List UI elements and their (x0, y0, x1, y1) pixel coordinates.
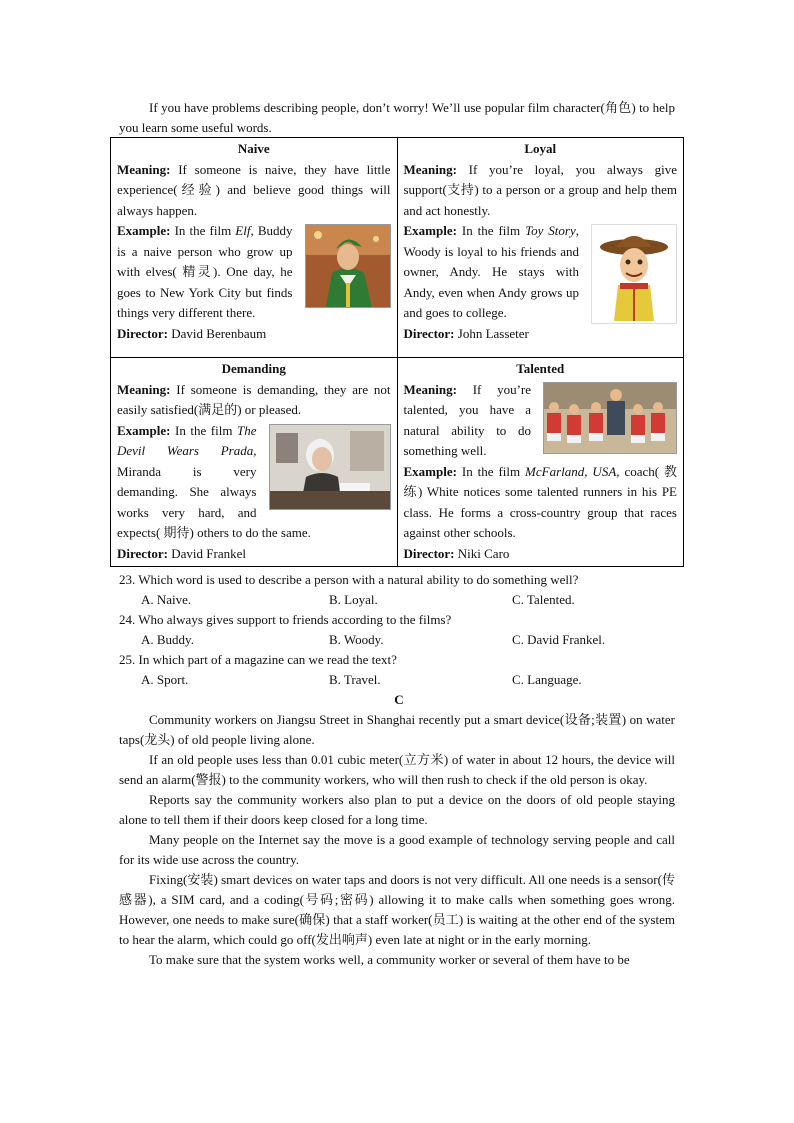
example-text: coach( 教练) White notices some talented runners in his PE class. He forms a cross-country group that races against other schools. (403, 463, 678, 540)
card-director: Niki Caro (457, 545, 510, 561)
card-meaning: If you’re talented, you have a natural ability to do something well. (403, 381, 532, 458)
intro-text: If you have problems describing people, don’t worry! We’ll use popular film character(角色) to help you learn some useful words. (119, 100, 675, 135)
options-25 (119, 670, 679, 690)
options-23 (119, 590, 679, 610)
option-c[interactable]: C. David Frankel. (512, 632, 606, 647)
card-director: John Lasseter (457, 325, 529, 341)
film-title: McFarland, USA, (525, 463, 620, 479)
example-text: , Buddy is a naive person who grow up with elves( 精灵). One day, he goes to New York City but finds things very different there. (117, 223, 293, 320)
example-label: Example: (117, 223, 171, 238)
meaning-label: Meaning: (403, 381, 457, 397)
passage-paragraph: To make sure that the system works well, a community worker or several of them have to be (149, 952, 630, 967)
example-text: In the film (174, 223, 236, 238)
option-a[interactable]: A. Sport. (141, 672, 189, 687)
section-heading-c: C (394, 692, 404, 707)
card-title: Demanding (221, 361, 286, 376)
option-a[interactable]: A. Naive. (141, 592, 192, 607)
example-text: , Woody is loyal to his friends and owner, Andy. He stays with Andy, even when Andy grows up and goes to college. (403, 223, 579, 320)
example-text: Miranda is very demanding. She always works very hard, and expects( 期待) others to do the same. (117, 463, 311, 540)
question-25: 25. In which part of a magazine can we read the text? (119, 652, 397, 667)
meaning-label: Meaning: (117, 381, 171, 397)
woody-photo (591, 224, 677, 324)
passage-paragraph: Reports say the community workers also plan to put a device on the doors of old people staying alone to tell them if their doors keep closed for a long time. (119, 792, 675, 827)
option-a[interactable]: A. Buddy. (141, 632, 194, 647)
options-24 (119, 630, 679, 650)
option-b[interactable]: B. Travel. (329, 672, 381, 687)
card-meaning: If someone is demanding, they are not easily satisfied(满足的) or pleased. (117, 381, 391, 417)
passage-paragraph: Many people on the Internet say the move is a good example of technology serving people and call for its wide use across the country. (119, 832, 675, 867)
meaning-label: Meaning: (117, 161, 171, 177)
card-loyal (397, 138, 684, 358)
film-title: Toy Story (525, 223, 576, 238)
passage-paragraph: If an old people uses less than 0.01 cubic meter(立方米) of water in about 12 hours, the device will send an alarm(警报) to the community workers, who will then rush to check if the old person is okay. (119, 752, 675, 787)
card-title: Naive (237, 141, 270, 156)
elf-buddy-photo (305, 224, 391, 308)
example-text: In the film (461, 463, 526, 479)
passage-c (119, 710, 675, 970)
film-title: The Devil Wears Prada, (117, 422, 257, 458)
option-b[interactable]: B. Loyal. (329, 592, 378, 607)
questions-section (119, 570, 679, 710)
passage-paragraph: Community workers on Jiangsu Street in Shanghai recently put a smart device(设备;装置) on water taps(龙头) of old people living alone. (119, 712, 675, 747)
film-title: Elf (235, 223, 251, 238)
passage-paragraph: Fixing(安装) smart devices on water taps and doors is not very difficult. All one needs is a sensor(传感器), a SIM card, and a coding(号码;密码) allowing it to make calls when something goes wrong. However, one needs to make sure(确保) that a staff worker(员工) is waiting at the other end of the system to hear the alarm, which could go off(发出响声) even late at night or in the early morning. (119, 872, 675, 947)
option-b[interactable]: B. Woody. (329, 632, 384, 647)
card-title: Talented (516, 361, 565, 376)
vocabulary-table (110, 137, 684, 567)
card-director: David Berenbaum (171, 325, 267, 341)
example-text: In the film (461, 223, 526, 238)
question-24: 24. Who always gives support to friends according to the films? (119, 612, 452, 627)
card-director: David Frankel (171, 545, 246, 561)
option-c[interactable]: C. Talented. (512, 592, 575, 607)
example-label: Example: (117, 422, 171, 438)
director-label: Director: (117, 545, 169, 561)
option-c[interactable]: C. Language. (512, 672, 582, 687)
runners-photo (543, 382, 677, 454)
example-label: Example: (403, 463, 457, 479)
example-label: Example: (403, 223, 457, 238)
director-label: Director: (403, 325, 455, 341)
example-text: In the film (175, 422, 237, 438)
card-title: Loyal (524, 141, 557, 156)
card-naive (111, 138, 398, 358)
card-meaning: If someone is naive, they have little experience(经验) and believe good things will always happen. (117, 161, 391, 218)
card-demanding (111, 358, 398, 567)
question-23: 23. Which word is used to describe a person with a natural ability to do something well? (119, 572, 579, 587)
card-talented (397, 358, 684, 567)
card-meaning: If you’re loyal, you always give support(支持) to a person or a group and help them and act honestly. (403, 161, 678, 218)
director-label: Director: (117, 325, 169, 341)
miranda-photo (269, 424, 391, 510)
meaning-label: Meaning: (403, 161, 457, 177)
director-label: Director: (403, 545, 455, 561)
